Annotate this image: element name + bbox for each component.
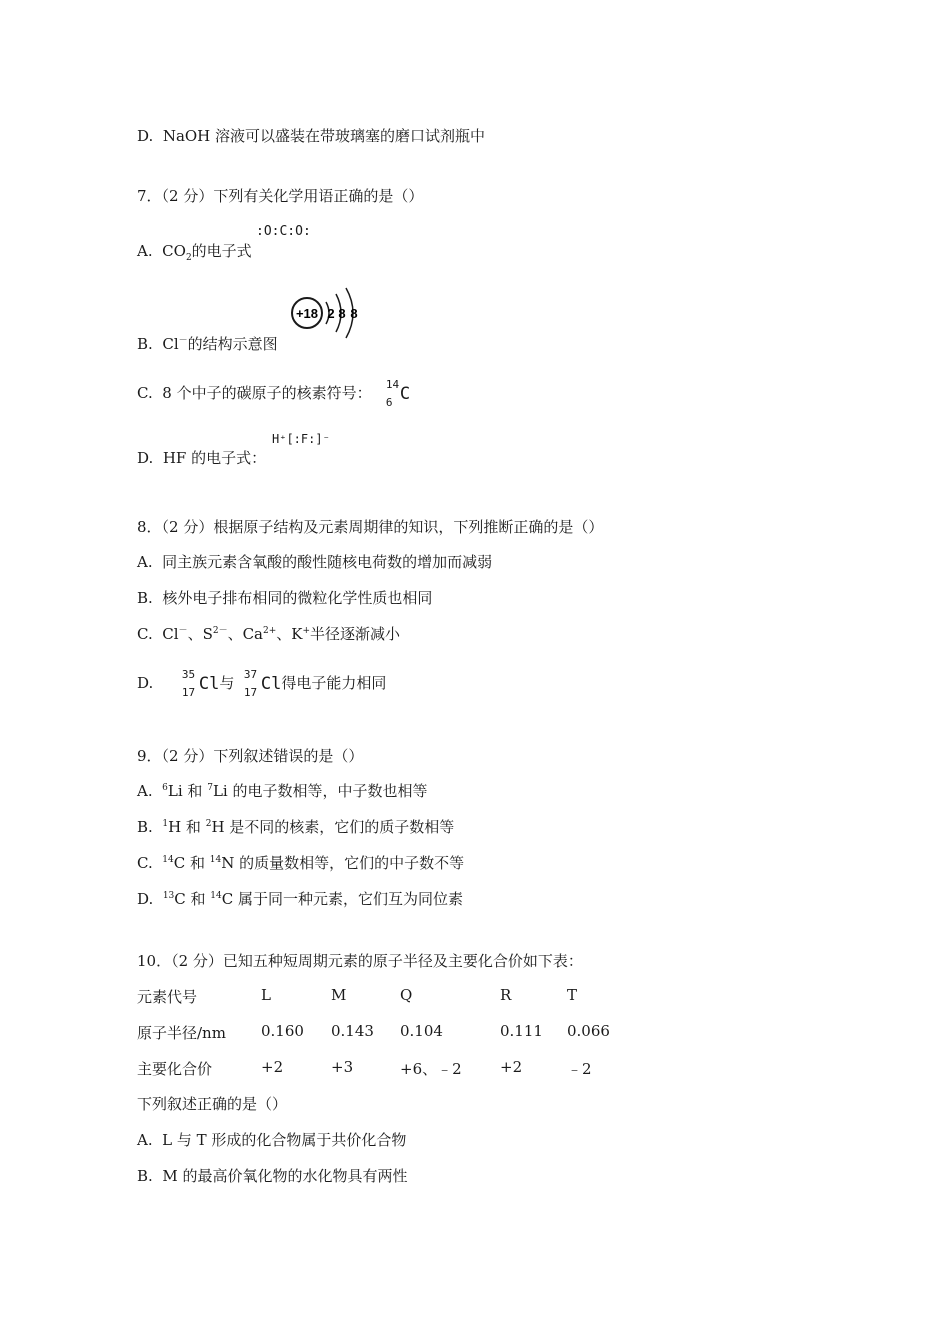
table-cell: +6、﹣2 <box>400 1060 462 1078</box>
table-header-cell: T <box>567 986 578 1004</box>
q8-option-a: A. 同主族元素含氧酸的酸性随核电荷数的增加而减弱 <box>137 553 493 571</box>
table-cell: 0.160 <box>261 1022 304 1040</box>
shell-count-2: 8 <box>338 306 346 321</box>
table-header-cell: 元素代号 <box>137 988 198 1006</box>
carbon-14-nuclide-symbol: 14 6 C <box>385 378 411 409</box>
q9-stem: 9．（2 分）下列叙述错误的是（） <box>137 747 364 765</box>
q8-stem: 8．（2 分）根据原子结构及元素周期律的知识，下列推断正确的是（） <box>137 518 604 536</box>
table-header-cell: Q <box>400 986 413 1004</box>
q10-option-b: B. M 的最高价氧化物的水化物具有两性 <box>137 1167 408 1185</box>
nucleus-charge: +18 <box>295 306 319 321</box>
table-header-cell: M <box>331 986 347 1004</box>
table-cell: +2 <box>500 1058 523 1076</box>
table-cell: 原子半径/nm <box>137 1024 226 1042</box>
q8-option-d: D. 35 17 Cl与 37 17 Cl得电子能力相同 <box>137 668 387 699</box>
q7-option-d: D. HF 的电子式： <box>137 449 267 467</box>
table-cell: 0.143 <box>331 1022 374 1040</box>
table-cell: +3 <box>331 1058 354 1076</box>
q7-option-b: B. Cl－的结构示意图 <box>137 335 278 353</box>
table-cell: 0.111 <box>500 1022 543 1040</box>
shell-count-3: 8 <box>350 306 358 321</box>
q9-option-d: D. $^{13}$C 和 $^{14}$C 属于同一种元素，它们互为同位素 <box>137 890 463 908</box>
q9-option-c: C. $^{14}$C 和 $^{14}$N 的质量数相等，它们的中子数不等 <box>137 854 465 872</box>
co2-lewis-structure: :O:C:O: <box>256 224 311 239</box>
table-cell: +2 <box>261 1058 284 1076</box>
q9-option-a: A. $^6$Li 和 $^7$Li 的电子数相等，中子数也相等 <box>137 782 428 800</box>
table-cell: ﹣2 <box>567 1060 592 1078</box>
q7-option-a: A. $CO_2$的电子式 <box>137 242 252 263</box>
q10-ask: 下列叙述正确的是（） <box>137 1095 288 1113</box>
q9-option-b: B. $^1$H 和 $^2$H 是不同的核素，它们的质子数相等 <box>137 818 455 836</box>
q8-option-c: C. Cl－、$S^{2-}$、$Ca^{2+}$、K+半径逐渐减小 <box>137 625 401 643</box>
table-cell: 主要化合价 <box>137 1060 213 1078</box>
q7-option-c: C. 8 个中子的碳原子的核素符号： 14 6 C <box>137 378 411 409</box>
table-cell: 0.104 <box>400 1022 443 1040</box>
cl-ion-structure-diagram <box>290 284 370 344</box>
q10-stem: 10．（2 分）已知五种短周期元素的原子半径及主要化合价如下表： <box>137 952 583 970</box>
shell-count-1: 2 <box>327 306 335 321</box>
cl-35-nuclide-symbol: 35 17 Cl <box>181 668 220 699</box>
hf-lewis-structure: H⁺[:F:]⁻ <box>272 432 330 446</box>
table-header-cell: L <box>261 986 271 1004</box>
q8-option-b: B. 核外电子排布相同的微粒化学性质也相同 <box>137 589 433 607</box>
cl-37-nuclide-symbol: 37 17 Cl <box>243 668 282 699</box>
table-cell: 0.066 <box>567 1022 610 1040</box>
table-header-cell: R <box>500 986 512 1004</box>
q7-stem: 7．（2 分）下列有关化学用语正确的是（） <box>137 187 424 205</box>
q6-option-d: D. NaOH 溶液可以盛装在带玻璃塞的磨口试剂瓶中 <box>137 127 486 145</box>
q10-option-a: A. L 与 T 形成的化合物属于共价化合物 <box>137 1131 407 1149</box>
